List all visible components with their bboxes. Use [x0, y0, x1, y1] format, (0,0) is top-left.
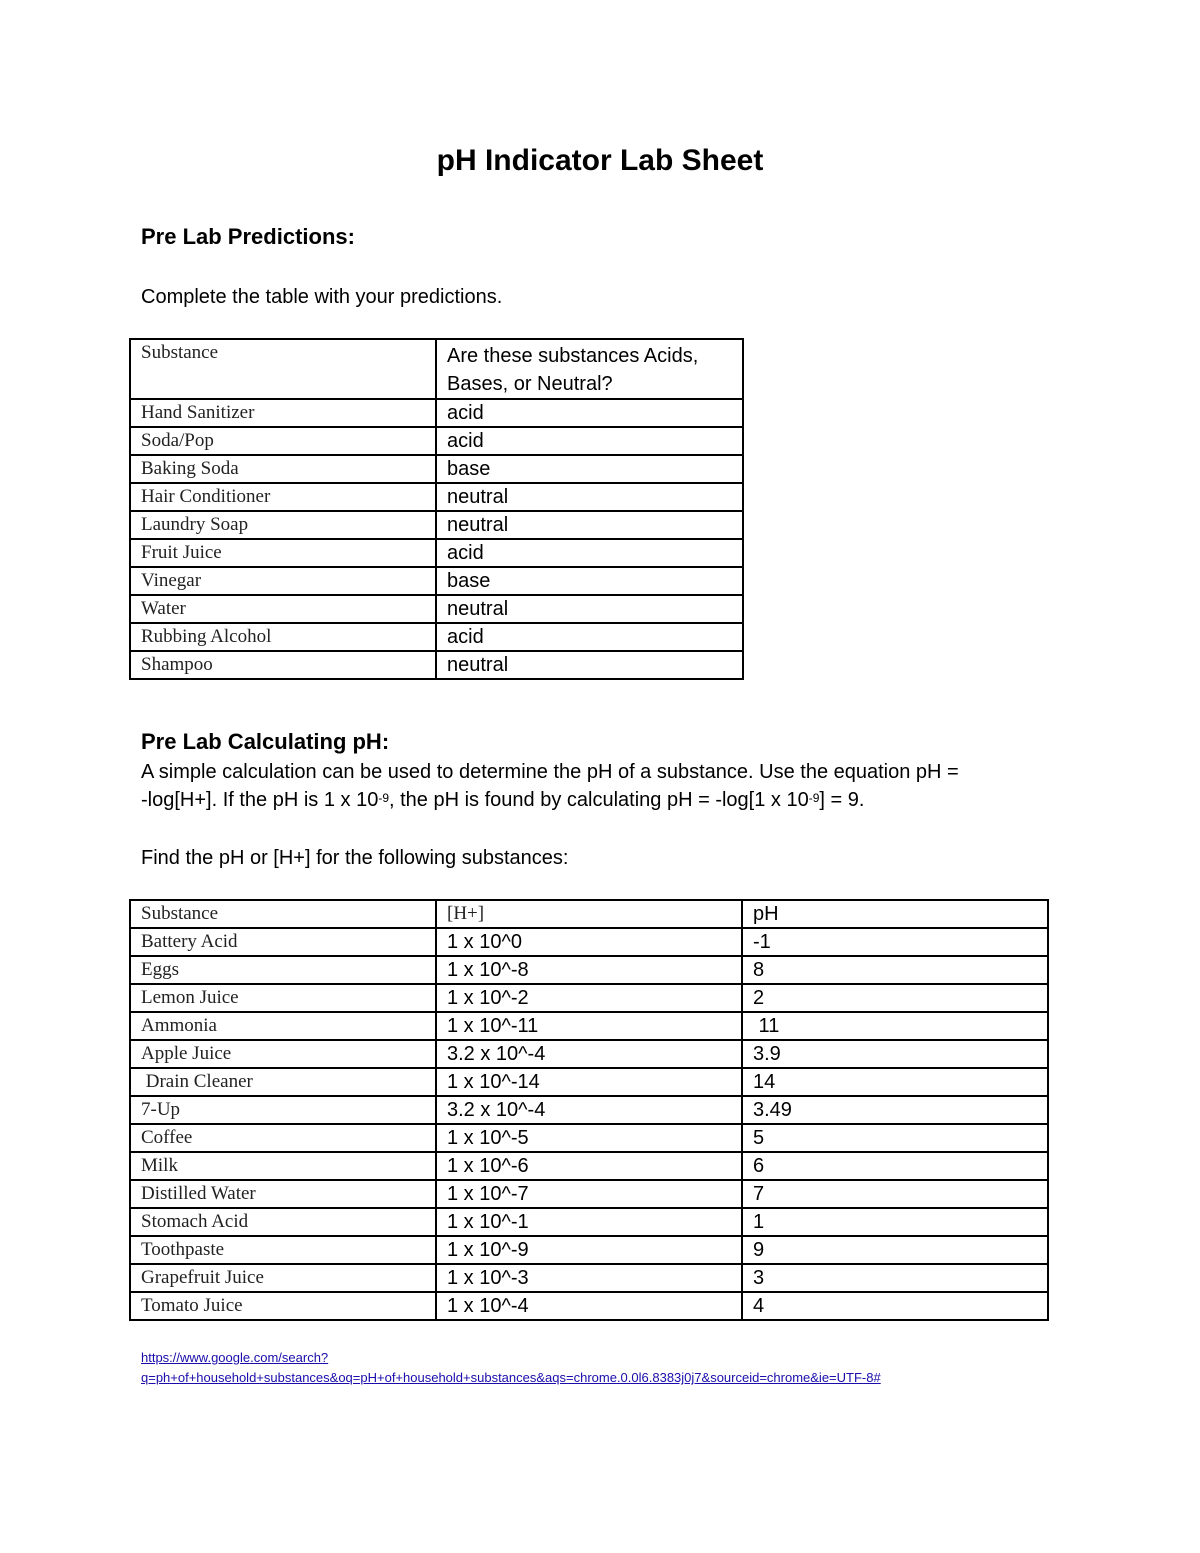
- ph-cell: 2: [742, 984, 1048, 1012]
- table-row: [130, 1096, 1048, 1124]
- h-concentration-cell: 1 x 10^-5: [436, 1124, 742, 1152]
- table-row: [130, 483, 743, 511]
- table-row: [130, 511, 743, 539]
- h-concentration-cell: 1 x 10^-4: [436, 1292, 742, 1320]
- table-row: [130, 1236, 1048, 1264]
- substance-cell: Battery Acid: [130, 928, 436, 956]
- substance-cell: Eggs: [130, 956, 436, 984]
- substance-cell: Distilled Water: [130, 1180, 436, 1208]
- h-concentration-cell: 1 x 10^-9: [436, 1236, 742, 1264]
- ph-calculation-table: [129, 899, 1049, 1321]
- h-concentration-cell: 1 x 10^0: [436, 928, 742, 956]
- table-row: [130, 539, 743, 567]
- substance-cell: Toothpaste: [130, 1236, 436, 1264]
- prediction-cell: base: [436, 455, 743, 483]
- h-concentration-cell: 1 x 10^-14: [436, 1068, 742, 1096]
- table-row: [130, 455, 743, 483]
- ph-cell: 9: [742, 1236, 1048, 1264]
- header-cell-h-concentration: [H+]: [436, 900, 742, 928]
- calculation-paragraph-line1: A simple calculation can be used to determine the pH of a substance. Use the equation pH =: [141, 761, 959, 783]
- page-title: pH Indicator Lab Sheet: [436, 144, 764, 177]
- substance-cell: Rubbing Alcohol: [130, 623, 436, 651]
- predictions-heading: Pre Lab Predictions:: [141, 224, 355, 249]
- prediction-cell: acid: [436, 399, 743, 427]
- table-row: [130, 1040, 1048, 1068]
- table-row: [130, 623, 743, 651]
- substance-cell: Drain Cleaner: [130, 1068, 436, 1096]
- ph-cell: 3: [742, 1264, 1048, 1292]
- table-row: [130, 567, 743, 595]
- substance-cell: Hand Sanitizer: [130, 399, 436, 427]
- h-concentration-cell: 3.2 x 10^-4: [436, 1040, 742, 1068]
- ph-cell: 3.49: [742, 1096, 1048, 1124]
- prediction-cell: neutral: [436, 595, 743, 623]
- ph-cell: 5: [742, 1124, 1048, 1152]
- h-concentration-cell: 1 x 10^-1: [436, 1208, 742, 1236]
- h-concentration-cell: 1 x 10^-8: [436, 956, 742, 984]
- ph-cell: 11: [742, 1012, 1048, 1040]
- h-concentration-cell: 1 x 10^-3: [436, 1264, 742, 1292]
- substance-cell: Apple Juice: [130, 1040, 436, 1068]
- ph-cell: 6: [742, 1152, 1048, 1180]
- substance-cell: Ammonia: [130, 1012, 436, 1040]
- prediction-cell: neutral: [436, 483, 743, 511]
- ph-cell: 8: [742, 956, 1048, 984]
- table-header-row: [130, 900, 1048, 928]
- h-concentration-cell: 3.2 x 10^-4: [436, 1096, 742, 1124]
- prediction-cell: neutral: [436, 651, 743, 679]
- ph-cell: -1: [742, 928, 1048, 956]
- table-row: [130, 1264, 1048, 1292]
- prediction-cell: acid: [436, 623, 743, 651]
- calculation-paragraph-line2: [141, 786, 864, 814]
- reference-link-line1: https://www.google.com/search?: [141, 1350, 329, 1365]
- substance-cell: Hair Conditioner: [130, 483, 436, 511]
- substance-cell: Tomato Juice: [130, 1292, 436, 1320]
- calculating-heading: Pre Lab Calculating pH:: [141, 729, 390, 754]
- reference-link[interactable]: [141, 1348, 881, 1388]
- reference-link-line2: q=ph+of+household+substances&oq=pH+of+household+substances&aqs=chrome.0.0l6.8383j0j7&sourceid=chrome&ie=UTF-8#: [141, 1370, 881, 1385]
- h-concentration-cell: 1 x 10^-6: [436, 1152, 742, 1180]
- equation-text: , the pH is found by calculating pH = -log[1 x 10: [389, 789, 809, 811]
- prediction-cell: neutral: [436, 511, 743, 539]
- substance-cell: Milk: [130, 1152, 436, 1180]
- table-row: [130, 1152, 1048, 1180]
- exponent: -9: [378, 791, 390, 805]
- header-cell-ph: pH: [742, 900, 1048, 928]
- equation-text: -log[H+]. If the pH is 1 x 10: [141, 789, 379, 811]
- substance-cell: Soda/Pop: [130, 427, 436, 455]
- predictions-instruction: Complete the table with your predictions.: [141, 286, 503, 308]
- table-row: [130, 1292, 1048, 1320]
- table-row: [130, 956, 1048, 984]
- prediction-cell: acid: [436, 427, 743, 455]
- header-cell-classification: Are these substances Acids, Bases, or Neutral?: [436, 339, 743, 399]
- table-row: [130, 984, 1048, 1012]
- substance-cell: Laundry Soap: [130, 511, 436, 539]
- table-row: [130, 427, 743, 455]
- h-concentration-cell: 1 x 10^-2: [436, 984, 742, 1012]
- substance-cell: Coffee: [130, 1124, 436, 1152]
- ph-cell: 14: [742, 1068, 1048, 1096]
- table-header-row: [130, 339, 743, 399]
- table-row: [130, 1180, 1048, 1208]
- substance-cell: Lemon Juice: [130, 984, 436, 1012]
- substance-cell: Water: [130, 595, 436, 623]
- substance-cell: Shampoo: [130, 651, 436, 679]
- table-row: [130, 1068, 1048, 1096]
- table-row: [130, 928, 1048, 956]
- prediction-cell: base: [436, 567, 743, 595]
- header-cell-substance: Substance: [130, 339, 436, 399]
- ph-cell: 4: [742, 1292, 1048, 1320]
- table-row: [130, 651, 743, 679]
- predictions-table: [129, 338, 744, 680]
- ph-cell: 7: [742, 1180, 1048, 1208]
- table-row: [130, 1208, 1048, 1236]
- table-row: [130, 1124, 1048, 1152]
- equation-text: ] = 9.: [819, 789, 865, 811]
- exponent: -9: [808, 791, 820, 805]
- h-concentration-cell: 1 x 10^-11: [436, 1012, 742, 1040]
- ph-cell: 3.9: [742, 1040, 1048, 1068]
- substance-cell: Stomach Acid: [130, 1208, 436, 1236]
- prediction-cell: acid: [436, 539, 743, 567]
- calculating-instruction: Find the pH or [H+] for the following substances:: [141, 847, 569, 869]
- substance-cell: Vinegar: [130, 567, 436, 595]
- table-row: [130, 399, 743, 427]
- substance-cell: Baking Soda: [130, 455, 436, 483]
- table-row: [130, 1012, 1048, 1040]
- h-concentration-cell: 1 x 10^-7: [436, 1180, 742, 1208]
- header-cell-substance: Substance: [130, 900, 436, 928]
- ph-cell: 1: [742, 1208, 1048, 1236]
- substance-cell: Fruit Juice: [130, 539, 436, 567]
- table-row: [130, 595, 743, 623]
- substance-cell: 7-Up: [130, 1096, 436, 1124]
- substance-cell: Grapefruit Juice: [130, 1264, 436, 1292]
